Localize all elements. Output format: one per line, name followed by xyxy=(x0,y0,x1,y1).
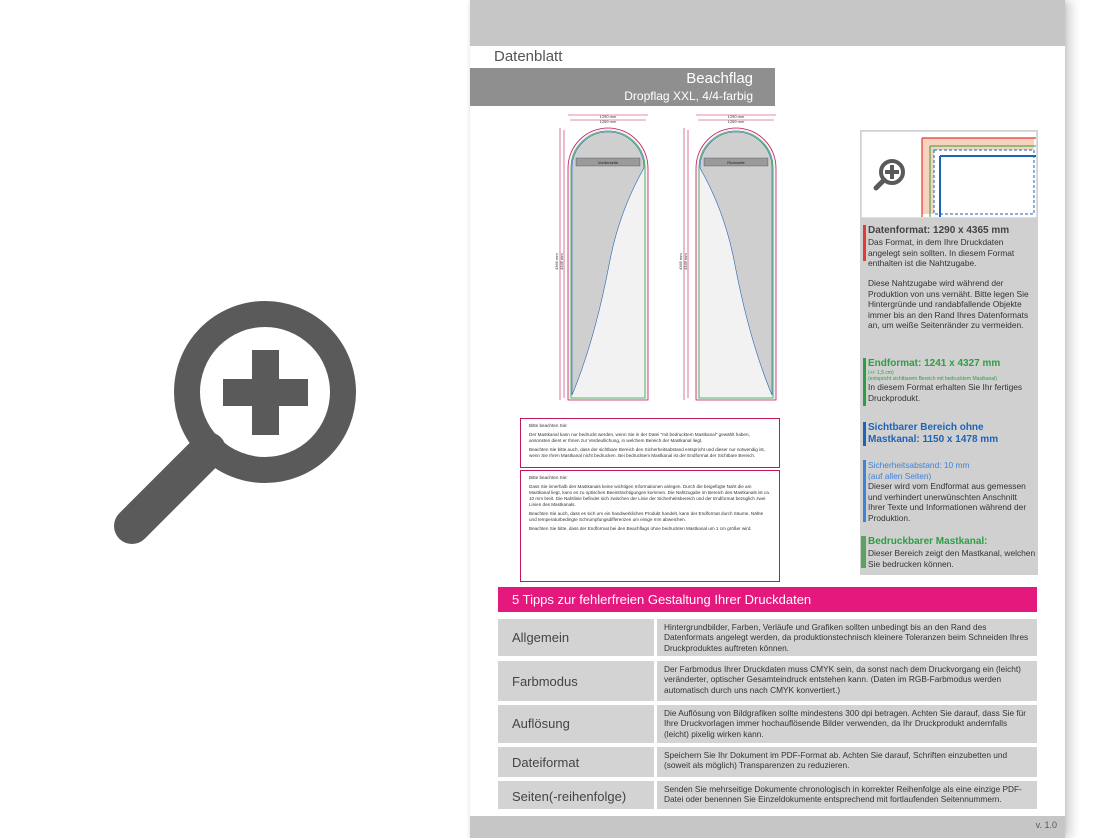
legend-sichtbar xyxy=(868,422,1036,446)
datenformat-color-bar xyxy=(863,225,866,261)
tips-header: 5 Tipps zur fehlerfreien Gestaltung Ihrer Druckdaten xyxy=(498,587,1037,612)
product-subtitle: Dropflag XXL, 4/4-farbig xyxy=(624,89,753,103)
corner-preview xyxy=(861,131,1037,218)
zoom-in-button[interactable] xyxy=(100,280,360,550)
tip-row-seitenreihenfolge xyxy=(498,781,1037,809)
tip-row-allgemein xyxy=(498,619,1037,656)
note1-line: Bitte beachten Sie: xyxy=(529,423,568,428)
note1-line: Der Mastkanal kann nur bedruckt werden, wenn Sie in der Datei "mit bedrucktem Mastkanal" gewählt haben, ansonsten dient er Ihnen zur Verdeutlichung, in welchem Bereich der Mastkanal liegt. xyxy=(529,432,750,443)
legend-mastkanal xyxy=(868,536,1036,569)
header-band xyxy=(470,0,1065,46)
datenformat-text: Das Format, in dem Ihre Druckdaten angelegt sein sollten. In diesem Format enthalten ist die Nahtzugabe. xyxy=(868,237,1015,268)
tip-row-dateiformat xyxy=(498,747,1037,777)
note2-line: Beachten Sie bitte, dass der Endformat bei den Beachflags ohne bedruckten Mastkanal um 1 cm größer wird. xyxy=(529,526,752,531)
back-height-inner: 4349 mm xyxy=(683,253,688,270)
sicherheit-color-bar xyxy=(863,460,866,522)
footer-band xyxy=(470,816,1065,838)
flag-front xyxy=(554,114,648,400)
tip-separator xyxy=(654,619,657,656)
datasheet-page xyxy=(470,0,1065,838)
tip-text: Senden Sie mehrseitige Dokumente chronologisch in korrekter Reihenfolge als eine einzige PDF-Datei oder benennen Sie Einzeldokumente entsprechend mit fortlaufenden Seitennummern. xyxy=(664,784,1022,805)
tip-text: Hintergrundbilder, Farben, Verläufe und Grafiken sollten unbedingt bis an den Rand des Datenformats angelegt werden, da produktionstechnisch kleinere Toleranzen beim Schneiden Ihres Druckproduktes auftreten können. xyxy=(664,622,1029,653)
legend-endformat xyxy=(868,358,1036,403)
back-width-outer: 1290 mm xyxy=(727,114,745,119)
sicherheit-sub: (auf allen Seiten) xyxy=(868,470,932,481)
tip-text: Speichern Sie Ihr Dokument im PDF-Format ab. Achten Sie darauf, Schriften einzubetten und (soweit als möglich) Transparenzen zu reduzieren. xyxy=(664,750,1008,771)
note2-line: Bitte beachten Sie: xyxy=(529,475,568,480)
tip-row-aufloesung xyxy=(498,705,1037,743)
front-width-outer: 1290 mm xyxy=(599,114,617,119)
mastkanal-text: Dieser Bereich zeigt den Mastkanal, welchen Sie bedrucken können. xyxy=(868,548,1036,569)
version-label: v. 1.0 xyxy=(1035,820,1057,830)
sicherheit-text: Dieser wird vom Endformat aus gemessen und verhindert unerwünschten Anschnitt Ihrer Texte und Informationen während der Produktion. xyxy=(868,481,1027,523)
front-width-inner: 1269 mm xyxy=(599,119,617,124)
note2-line: Dass Sie innerhalb des Mastkanals keine wichtigen Informationen anlegen. Durch die beigefügte Naht die am Mastkanal liegt, kann es zu optischen Beeinträchtigungen kommen. Die Nahtzugabe im Bereich des Mastkanals ist ca. 10 mm breit. Die Nahtlinie befindet sich zwischen der Linie der Sicherheitsbereich und der Endformat bezüglich zwei Linien des Mastkanals. xyxy=(529,484,771,507)
tip-separator xyxy=(654,705,657,743)
flag-back xyxy=(678,114,776,400)
endformat-tolerance: (+/- 1,5 cm) xyxy=(868,370,894,376)
legend-datenformat xyxy=(868,225,1036,269)
front-height-outer: 4365 mm xyxy=(554,253,559,270)
zoom-in-icon xyxy=(100,280,360,550)
sichtbar-title: Sichtbarer Bereich ohne Mastkanal: 1150 x 1478 mm xyxy=(868,422,999,445)
endformat-title: Endformat: 1241 x 4327 mm xyxy=(868,358,1001,369)
note-mastkanal-print xyxy=(520,418,780,468)
note2-line: Beachten Sie auch, dass es sich um ein handwerkliches Produkt handelt, kann der Endformat durch Säume, Nähte und temperaturbedingte Schrumpfungsdifferenzen um einige mm abweichen. xyxy=(529,511,764,522)
mastkanal-color-bar xyxy=(861,536,866,568)
legend-nahtzugabe xyxy=(868,278,1036,331)
flag-diagram xyxy=(550,110,790,410)
tip-separator xyxy=(654,661,657,701)
tip-text: Der Farbmodus Ihrer Druckdaten muss CMYK sein, da sonst nach dem Druckvorgang ein (leicht) veränderter, optischer Gesamteindruck entstehen kann. (Daten im RGB-Farbmodus werden automatisch durch uns nach CMYK konvertiert.) xyxy=(664,664,1021,695)
product-title: Beachflag xyxy=(686,70,753,87)
front-height-inner: 4349 mm xyxy=(559,253,564,270)
datasheet-tab-label: Datenblatt xyxy=(472,46,590,68)
tip-text: Die Auflösung von Bildgrafiken sollte mindestens 300 dpi betragen. Achten Sie darauf, dass Sie für Ihre Druckvorlagen immer hochauflösende Bilder verwenden, da Ihr Druckprodukt andernfalls (leicht) pixelig wirken kann. xyxy=(664,708,1027,739)
zoom-in-icon xyxy=(876,161,903,188)
tip-separator xyxy=(654,781,657,809)
tip-label: Dateiformat xyxy=(512,755,580,770)
datenformat-title: Datenformat: 1290 x 4365 mm xyxy=(868,225,1010,236)
back-side-label: Rückseite xyxy=(727,160,745,165)
tip-row-farbmodus xyxy=(498,661,1037,701)
sichtbar-color-bar xyxy=(863,422,866,446)
tip-label: Auflösung xyxy=(512,716,570,731)
endformat-color-bar xyxy=(863,358,866,406)
sicherheit-title: Sicherheitsabstand: 10 mm xyxy=(868,460,970,470)
nahtzugabe-text: Diese Nahtzugabe wird während der Produktion von uns vernäht. Bitte legen Sie Hintergründe und randabfallende Objekte immer bis an den Rand Ihres Datenformats an, um weiße Seitenränder zu vermeiden. xyxy=(868,278,1029,330)
note1-line: Beachten Sie bitte auch, dass der sichtbare Bereich den Sicherheitsabstand entspricht und dieser nur notwendig ist, wenn Sie Ihren Mastkanal nicht bedrucken. Bei bedrucktem Mastkanal ist der Endformat der Sichtbare Bereich. xyxy=(529,447,765,458)
legend-sicherheit xyxy=(868,460,1036,523)
front-side-label: Vorderseite xyxy=(597,160,619,165)
endformat-text: In diesem Format erhalten Sie Ihr fertiges Druckprodukt. xyxy=(868,382,1023,403)
back-height-outer: 4365 mm xyxy=(678,253,683,270)
tip-label: Allgemein xyxy=(512,630,570,645)
back-width-inner: 1269 mm xyxy=(727,119,745,124)
endformat-note: (entspricht sichtbarem Bereich mit bedrucktem Mastkanal) xyxy=(868,376,997,382)
tip-label: Farbmodus xyxy=(512,674,578,689)
tip-separator xyxy=(654,747,657,777)
tip-label: Seiten(-reihenfolge) xyxy=(512,789,627,804)
product-title-box xyxy=(470,68,775,106)
mastkanal-title: Bedruckbarer Mastkanal: xyxy=(868,536,988,547)
legend-panel xyxy=(860,130,1038,575)
note-mastkanal-info xyxy=(520,470,780,582)
